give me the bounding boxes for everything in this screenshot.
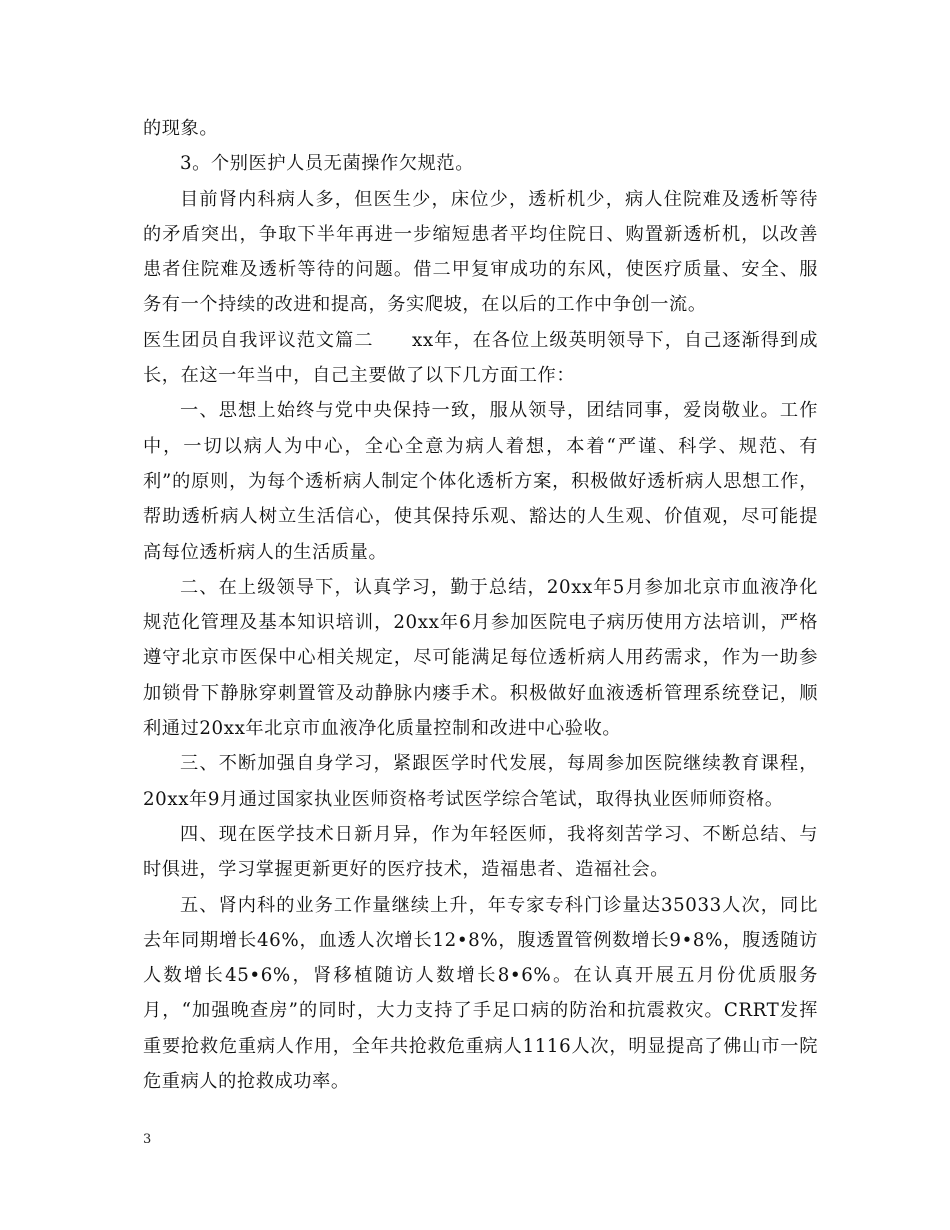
- paragraph-continuation: 的现象。: [143, 118, 219, 139]
- paragraph-point-3: 三、不断加强自身学习，紧跟医学时代发展，每周参加医院继续教育课程，20xx年9月通过国家执业医师资格考试医学综合笔试，取得执业医师师资格。: [143, 753, 818, 810]
- paragraph-plan: 目前肾内科病人多，但医生少，床位少，透析机少，病人住院难及透析等待的矛盾突出，争取下半年再进一步缩短患者平均住院日、购置新透析机，以改善患者住院难及透析等待的问题。借二甲复审成功的东风，使医疗质量、安全、服务有一个持续的改进和提高，务实爬坡，在以后的工作中争创一流。: [143, 188, 818, 316]
- paragraph-point-2: 二、在上级领导下，认真学习，勤于总结，20xx年5月参加北京市血液净化规范化管理及基本知识培训，20xx年6月参加医院电子病历使用方法培训，严格遵守北京市医保中心相关规定，尽可能满足每位透析病人用药需求，作为一助参加锁骨下静脉穿刺置管及动静脉内瘘手术。积极做好血液透析管理系统登记，顺利通过20xx年北京市血液净化质量控制和改进中心验收。: [143, 576, 818, 740]
- paragraph-point-5: 五、肾内科的业务工作量继续上升，年专家专科门诊量达35033人次，同比去年同期增长46%，血透人次增长12•8%，腹透置管例数增长9•8%，腹透随访人数增长45•6%，肾移植随访人数增长8•6%。在认真开展五月份优质服务月，“加强晚查房”的同时，大力支持了手足口病的防治和抗震救灾。CRRT发挥重要抢救危重病人作用，全年共抢救危重病人1116人次，明显提高了佛山市一院危重病人的抢救成功率。: [143, 894, 818, 1093]
- page-number: 3: [143, 1132, 152, 1147]
- paragraph-point-4: 四、现在医学技术日新月异，作为年轻医师，我将刻苦学习、不断总结、与时俱进，学习掌握更新更好的医疗技术，造福患者、造福社会。: [143, 823, 818, 881]
- document-body: [143, 111, 818, 1099]
- paragraph-section-heading: 医生团员自我评议范文篇二 xx年，在各位上级英明领导下，自己逐渐得到成长，在这一年当中，自己主要做了以下几方面工作：: [143, 329, 818, 387]
- paragraph-item-3: 3。个别医护人员无菌操作欠规范。: [180, 153, 474, 175]
- paragraph-point-1: 一、思想上始终与党中央保持一致，服从领导，团结同事，爱岗敬业。工作中，一切以病人为中心，全心全意为病人着想，本着“严谨、科学、规范、有利”的原则，为每个透析病人制定个体化透析方案，积极做好透析病人思想工作，帮助透析病人树立生活信心，使其保持乐观、豁达的人生观、价值观，尽可能提高每位透析病人的生活质量。: [143, 400, 818, 563]
